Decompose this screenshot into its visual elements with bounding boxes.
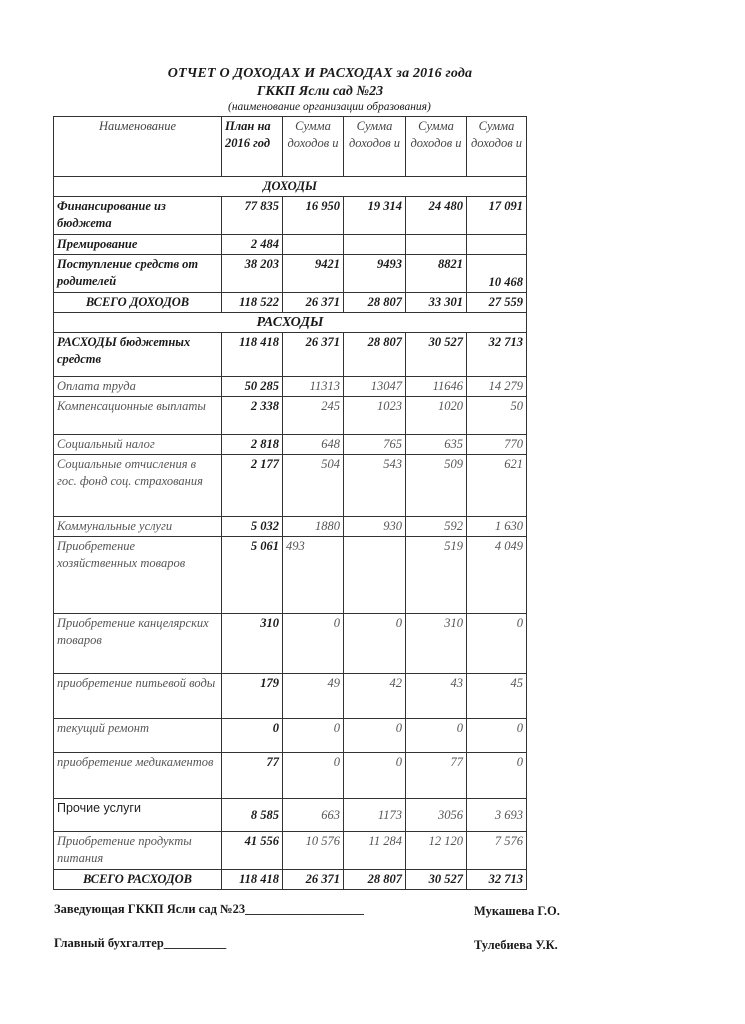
cell-value: 30 527 [406,870,467,890]
accountant-name: Тулебиева У.К. [474,938,558,952]
column-header-sum: Сумма доходов и [283,117,344,177]
cell-value: 0 [467,719,527,753]
cell-plan: 118 522 [222,293,283,313]
row-label: Социальные отчисления в гос. фонд соц. страхования [54,455,222,517]
cell-value: 0 [283,614,344,674]
cell-value: 1 630 [467,517,527,537]
cell-value: 7 576 [467,832,527,870]
cell-value: 26 371 [283,333,344,377]
cell-value: 1880 [283,517,344,537]
cell-value: 770 [467,435,527,455]
cell-plan: 2 177 [222,455,283,517]
cell-value: 10 576 [283,832,344,870]
cell-value: 519 [406,537,467,614]
cell-plan: 5 061 [222,537,283,614]
cell-value: 12 120 [406,832,467,870]
table-row [54,333,527,377]
cell-plan: 2 818 [222,435,283,455]
row-label: текущий ремонт [54,719,222,753]
section-heading-income: ДОХОДЫ [54,177,527,197]
cell-value: 19 314 [344,197,406,235]
row-label: Приобретение хозяйственных товаров [54,537,222,614]
cell-plan: 77 835 [222,197,283,235]
cell-value: 1023 [344,397,406,435]
cell-value: 0 [283,719,344,753]
table-row [54,455,527,517]
report-table [53,116,527,890]
row-label: Премирование [54,235,222,255]
accountant-signature-line: Главный бухгалтер__________ [54,936,227,950]
row-label: приобретение медикаментов [54,753,222,799]
cell-value: 45 [467,674,527,719]
cell-value: 26 371 [283,870,344,890]
cell-value: 8821 [406,255,467,293]
cell-value: 11 284 [344,832,406,870]
column-header-plan: План на 2016 год [222,117,283,177]
cell-value: 14 279 [467,377,527,397]
cell-value: 0 [344,753,406,799]
cell-value [344,235,406,255]
table-row [54,255,527,293]
cell-value [283,235,344,255]
row-label: Приобретение канцелярских товаров [54,614,222,674]
column-header-sum: Сумма доходов и [406,117,467,177]
table-row [54,799,527,832]
cell-value: 0 [467,614,527,674]
cell-plan: 0 [222,719,283,753]
cell-value: 0 [467,753,527,799]
table-header-row [54,117,527,177]
table-row [54,832,527,870]
cell-value: 0 [283,753,344,799]
cell-value: 592 [406,517,467,537]
cell-value: 33 301 [406,293,467,313]
cell-value: 49 [283,674,344,719]
cell-value: 11313 [283,377,344,397]
cell-value: 30 527 [406,333,467,377]
cell-value: 4 049 [467,537,527,614]
cell-value: 621 [467,455,527,517]
cell-value [467,235,527,255]
row-label: приобретение питьевой воды [54,674,222,719]
cell-value: 16 950 [283,197,344,235]
table-row [54,397,527,435]
cell-plan: 2 338 [222,397,283,435]
table-row [54,674,527,719]
expense-total-row [54,870,527,890]
row-label: ВСЕГО РАСХОДОВ [54,870,222,890]
director-name: Мукашева Г.О. [474,904,560,918]
cell-value: 0 [406,719,467,753]
cell-value: 27 559 [467,293,527,313]
cell-value: 3 693 [467,799,527,832]
cell-value: 17 091 [467,197,527,235]
section-heading-row [54,313,527,333]
row-label: Компенсационные выплаты [54,397,222,435]
cell-value: 1020 [406,397,467,435]
cell-value: 310 [406,614,467,674]
cell-value: 504 [283,455,344,517]
table-row [54,435,527,455]
cell-value: 28 807 [344,333,406,377]
organization-name: ГККП Ясли сад №23 [256,84,384,99]
table-row [54,197,527,235]
cell-value: 32 713 [467,333,527,377]
cell-value: 13047 [344,377,406,397]
report-title: ОТЧЕТ О ДОХОДАХ И РАСХОДАХ за 2016 года [167,66,473,81]
cell-value: 10 468 [467,255,527,293]
table-row [54,537,527,614]
table-row [54,753,527,799]
table-row [54,614,527,674]
row-label: Коммунальные услуги [54,517,222,537]
cell-value: 509 [406,455,467,517]
cell-value: 11646 [406,377,467,397]
cell-plan: 310 [222,614,283,674]
cell-value: 43 [406,674,467,719]
column-header-sum: Сумма доходов и [467,117,527,177]
cell-plan: 8 585 [222,799,283,832]
table-row [54,517,527,537]
director-signature-line: Заведующая ГККП Ясли сад №23___________________ [54,902,364,916]
cell-value: 930 [344,517,406,537]
cell-plan: 38 203 [222,255,283,293]
cell-value: 0 [344,614,406,674]
cell-value: 635 [406,435,467,455]
cell-value: 1173 [344,799,406,832]
cell-plan: 5 032 [222,517,283,537]
cell-value: 32 713 [467,870,527,890]
table-row [54,235,527,255]
cell-value [344,537,406,614]
cell-plan: 77 [222,753,283,799]
section-heading-expense: РАСХОДЫ [54,313,527,333]
cell-plan: 118 418 [222,870,283,890]
cell-value: 9493 [344,255,406,293]
cell-value: 0 [344,719,406,753]
row-label: Прочие услуги [54,799,222,832]
cell-value: 3056 [406,799,467,832]
organization-caption: (наименование организации образования) [228,101,431,113]
row-label: Социальный налог [54,435,222,455]
section-heading-row [54,177,527,197]
cell-value: 543 [344,455,406,517]
cell-value: 9421 [283,255,344,293]
column-header-name: Наименование [54,117,222,177]
table-row [54,377,527,397]
cell-value: 42 [344,674,406,719]
row-label: Оплата труда [54,377,222,397]
cell-value: 28 807 [344,870,406,890]
cell-value: 663 [283,799,344,832]
row-label: Финансирование из бюджета [54,197,222,235]
cell-value: 24 480 [406,197,467,235]
row-label: Поступление средств от родителей [54,255,222,293]
cell-plan: 50 285 [222,377,283,397]
cell-plan: 2 484 [222,235,283,255]
cell-plan: 179 [222,674,283,719]
cell-value: 648 [283,435,344,455]
cell-value: 26 371 [283,293,344,313]
column-header-sum: Сумма доходов и [344,117,406,177]
cell-plan: 118 418 [222,333,283,377]
row-label: ВСЕГО ДОХОДОВ [54,293,222,313]
cell-value: 50 [467,397,527,435]
cell-value [406,235,467,255]
row-label: РАСХОДЫ бюджетных средств [54,333,222,377]
cell-value: 28 807 [344,293,406,313]
cell-plan: 41 556 [222,832,283,870]
income-total-row [54,293,527,313]
cell-value: 765 [344,435,406,455]
cell-value: 245 [283,397,344,435]
table-row [54,719,527,753]
cell-value: 493 [283,537,344,614]
row-label: Приобретение продукты питания [54,832,222,870]
cell-value: 77 [406,753,467,799]
